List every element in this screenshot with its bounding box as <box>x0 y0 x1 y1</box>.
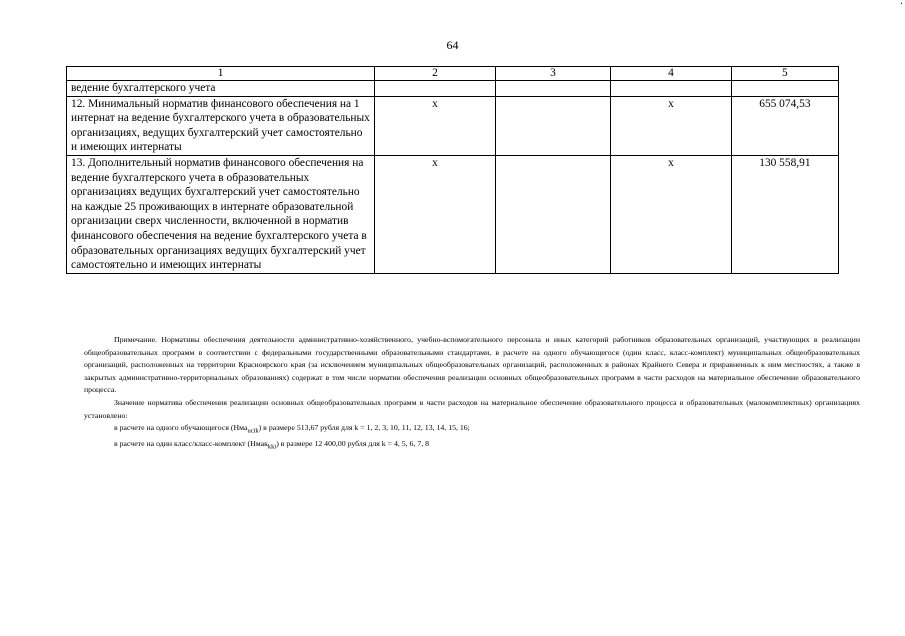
table-header-cell: 1 <box>67 67 375 81</box>
note-subscript: kki <box>267 443 277 451</box>
table-row <box>67 81 839 97</box>
row-col4: х <box>611 96 732 155</box>
table-header-cell: 5 <box>731 67 838 81</box>
note-text: в расчете на одного обучающегося (Нма <box>114 423 248 433</box>
note-paragraph: Примечание. Нормативы обеспечения деятельности административно-хозяйственного, учебно-вспомогательного персонала и иных категорий работников образовательных организаций, участвующих в реализации общеобразовательных программ в соответствии с федеральными государственными образовательными стандартами, в расчете на одного обучающегося (один класс, класс-комплект) муниципальных общеобразовательных организаций, расположенных на территории Красноярского края (за исключением муниципальных общеобразовательных организаций, расположенных в районах Крайнего Севера и приравненных к ним местностях, а также в закрытых административно-территориальных образованиях) содержат в том числе норматив обеспечения реализации основных общеобразовательных программ в части расходов на материальное обеспечение образовательного процесса. <box>84 335 860 395</box>
row-col2: х <box>375 96 496 155</box>
row-value: 130 558,91 <box>731 155 838 273</box>
corner-mark: ‧ <box>899 0 903 10</box>
row-col2: х <box>375 155 496 273</box>
row-col3 <box>495 155 610 273</box>
table-header-row <box>67 67 839 81</box>
note-subscript: ucik <box>247 427 259 435</box>
table-header-cell: 2 <box>375 67 496 81</box>
table-row <box>67 155 839 273</box>
row-col4 <box>611 81 732 97</box>
note-line-per-class <box>84 438 860 454</box>
table-header-cell: 3 <box>495 67 610 81</box>
row-description: ведение бухгалтерского учета <box>67 81 375 97</box>
row-value <box>731 81 838 97</box>
table-header-cell: 4 <box>611 67 732 81</box>
notes-section <box>84 334 860 454</box>
row-col3 <box>495 96 610 155</box>
table-row <box>67 96 839 155</box>
row-value: 655 074,53 <box>731 96 838 155</box>
note-line-per-student <box>84 422 860 438</box>
page-number: 64 <box>446 38 459 52</box>
note-text: в расчете на один класс/класс-комплект (Нмак <box>114 439 268 449</box>
row-col4: х <box>611 155 732 273</box>
note-text: ) в размере 12 400,00 рубля для k = 4, 5, 6, 7, 8 <box>276 439 430 449</box>
norms-table <box>66 66 839 274</box>
row-col2 <box>375 81 496 97</box>
row-description: 13. Дополнительный норматив финансового обеспечения на ведение бухгалтерского учета в образовательных организациях ведущих бухгалтерский учет самостоятельно на каждые 25 проживающих в интернате образовательной организации сверх численности, включенной в норматив финансового обеспечения на ведение бухгалтерского учета в образовательных организациях ведущих бухгалтерский учет самостоятельно и имеющих интернаты <box>67 155 375 273</box>
note-text: ) в размере 513,67 рубля для k = 1, 2, 3, 10, 11, 12, 13, 14, 15, 16; <box>258 423 470 433</box>
row-description: 12. Минимальный норматив финансового обеспечения на 1 интернат на ведение бухгалтерского учета в образовательных организациях, ведущих бухгалтерский учет самостоятельно и имеющих интернаты <box>67 96 375 155</box>
row-col3 <box>495 81 610 97</box>
note-paragraph: Значение норматива обеспечения реализации основных общеобразовательных программ в части расходов на материальное обеспечение образовательного процесса в образовательных (малокомплектных) организациях установлено: <box>84 397 860 420</box>
